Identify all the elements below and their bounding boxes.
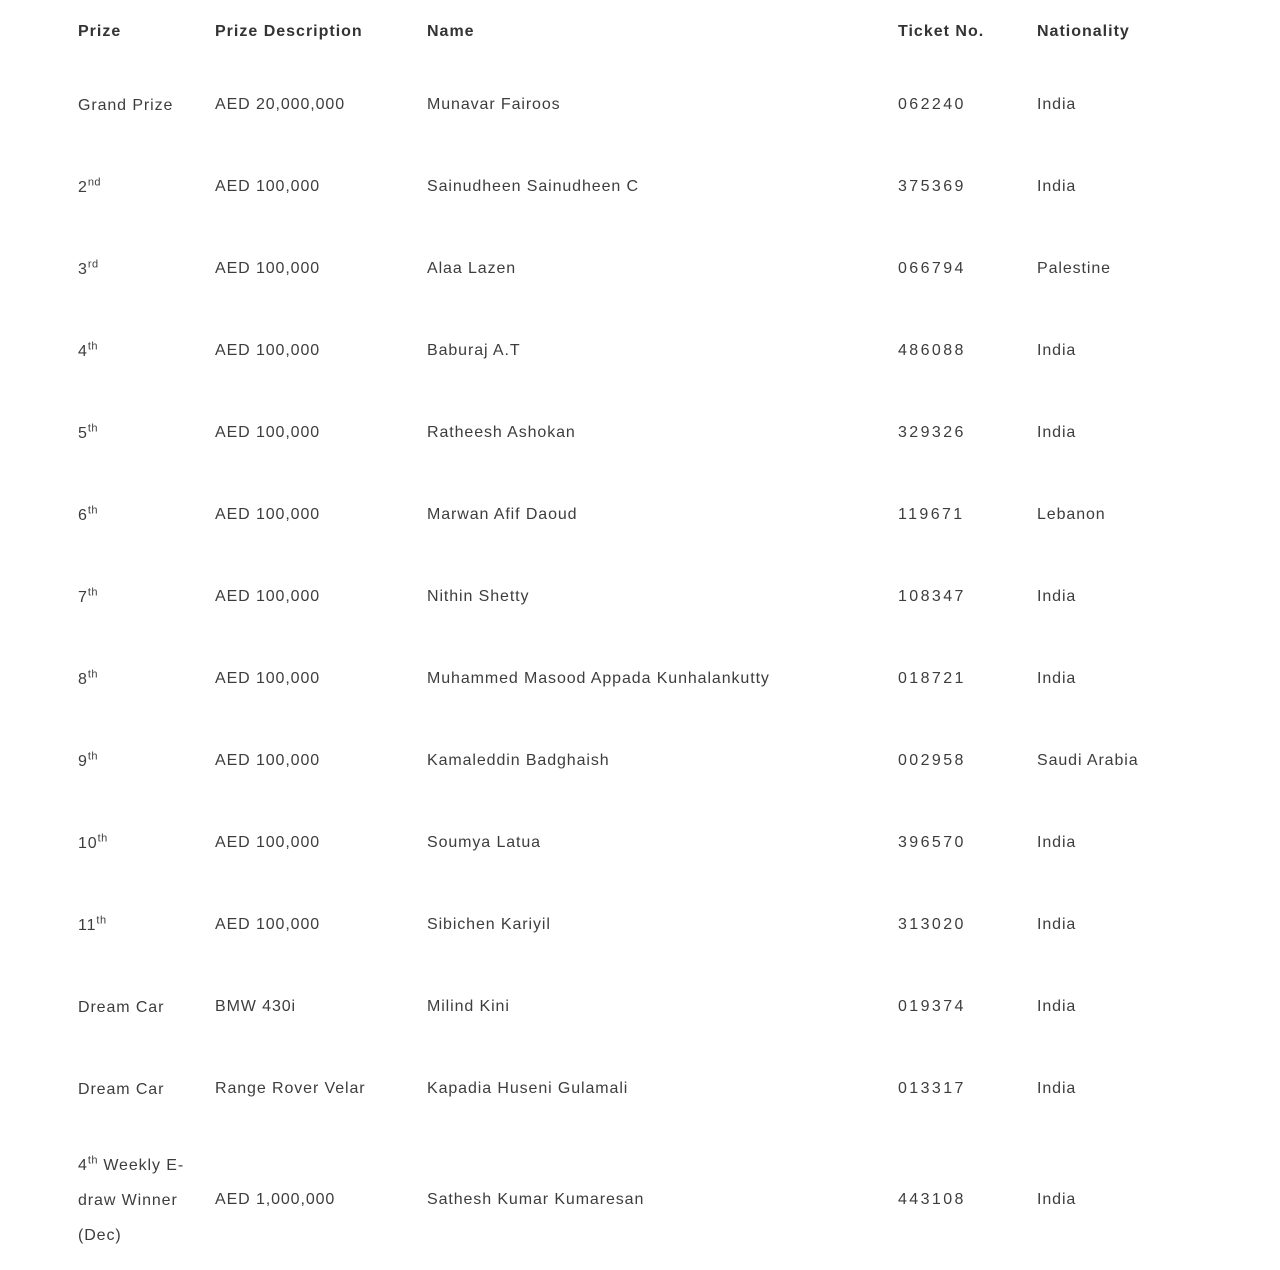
nationality-cell: India bbox=[1037, 424, 1077, 442]
prize-label bbox=[78, 826, 108, 861]
prize-ordinal-suffix: th bbox=[87, 340, 98, 353]
nationality-cell: India bbox=[1037, 178, 1077, 196]
nationality-cell: India bbox=[1037, 670, 1077, 688]
table-row bbox=[78, 392, 1208, 474]
table-row bbox=[78, 802, 1208, 884]
table-row bbox=[78, 474, 1208, 556]
prize-cell bbox=[78, 556, 215, 638]
col-header-ticket-no: Ticket No. bbox=[898, 23, 985, 41]
prize-description-cell: AED 100,000 bbox=[215, 260, 321, 278]
prize-base: 3 bbox=[78, 260, 88, 278]
prize-label bbox=[78, 334, 98, 369]
name-cell: Alaa Lazen bbox=[427, 260, 517, 278]
prize-ordinal-suffix: th bbox=[87, 1154, 98, 1167]
name-cell: Baburaj A.T bbox=[427, 342, 521, 360]
ticket-no-cell: 019374 bbox=[898, 998, 966, 1016]
prize-cell bbox=[78, 228, 215, 310]
nationality-cell: India bbox=[1037, 1080, 1077, 1098]
prize-base: 6 bbox=[78, 506, 88, 524]
prize-base: 9 bbox=[78, 752, 88, 770]
table-header-row bbox=[78, 0, 1208, 64]
name-cell: Muhammed Masood Appada Kunhalankutty bbox=[427, 670, 770, 688]
ticket-no-cell: 486088 bbox=[898, 342, 966, 360]
ticket-no-cell: 066794 bbox=[898, 260, 966, 278]
prize-cell bbox=[78, 1130, 215, 1270]
name-cell: Kapadia Huseni Gulamali bbox=[427, 1080, 629, 1098]
ticket-no-cell: 002958 bbox=[898, 752, 966, 770]
prize-base: Dream Car bbox=[78, 1080, 165, 1098]
nationality-cell: India bbox=[1037, 588, 1077, 606]
prize-ordinal-suffix: th bbox=[87, 422, 98, 435]
table-row bbox=[78, 310, 1208, 392]
prize-description-cell: AED 100,000 bbox=[215, 670, 321, 688]
prize-ordinal-suffix: th bbox=[87, 750, 98, 763]
prize-label bbox=[78, 744, 98, 779]
prize-label bbox=[78, 908, 107, 943]
table-row bbox=[78, 228, 1208, 310]
table-row bbox=[78, 720, 1208, 802]
prize-description-cell: AED 100,000 bbox=[215, 752, 321, 770]
prize-base: 2 bbox=[78, 178, 88, 196]
nationality-cell: Lebanon bbox=[1037, 506, 1106, 524]
ticket-no-cell: 443108 bbox=[898, 1191, 966, 1209]
col-header-prize: Prize bbox=[78, 23, 122, 41]
prize-cell bbox=[78, 966, 215, 1048]
winners-table bbox=[78, 0, 1208, 1270]
prize-ordinal-suffix: th bbox=[87, 504, 98, 517]
prize-ordinal-suffix: th bbox=[96, 914, 107, 927]
prize-base: Grand Prize bbox=[78, 96, 174, 114]
table-row bbox=[78, 556, 1208, 638]
ticket-no-cell: 313020 bbox=[898, 916, 966, 934]
col-header-nationality: Nationality bbox=[1037, 23, 1130, 41]
table-row bbox=[78, 638, 1208, 720]
prize-label bbox=[78, 498, 98, 533]
name-cell: Marwan Afif Daoud bbox=[427, 506, 578, 524]
name-cell: Sathesh Kumar Kumaresan bbox=[427, 1191, 645, 1209]
prize-base: 5 bbox=[78, 424, 88, 442]
prize-base: 11 bbox=[78, 916, 97, 934]
prize-label bbox=[78, 1072, 164, 1107]
prize-cell bbox=[78, 64, 215, 146]
prize-description-cell: AED 1,000,000 bbox=[215, 1191, 336, 1209]
nationality-cell: Palestine bbox=[1037, 260, 1111, 278]
prize-description-cell: BMW 430i bbox=[215, 998, 296, 1016]
name-cell: Kamaleddin Badghaish bbox=[427, 752, 610, 770]
ticket-no-cell: 329326 bbox=[898, 424, 966, 442]
ticket-no-cell: 396570 bbox=[898, 834, 966, 852]
prize-cell bbox=[78, 310, 215, 392]
ticket-no-cell: 062240 bbox=[898, 96, 966, 114]
prize-label bbox=[78, 662, 98, 697]
nationality-cell: India bbox=[1037, 342, 1077, 360]
prize-cell bbox=[78, 638, 215, 720]
name-cell: Ratheesh Ashokan bbox=[427, 424, 576, 442]
col-header-prize-description: Prize Description bbox=[215, 23, 363, 41]
name-cell: Soumya Latua bbox=[427, 834, 541, 852]
prize-ordinal-suffix: th bbox=[87, 586, 98, 599]
table-row bbox=[78, 64, 1208, 146]
table-row bbox=[78, 966, 1208, 1048]
prize-base: 10 bbox=[78, 834, 98, 852]
nationality-cell: India bbox=[1037, 96, 1077, 114]
prize-description-cell: AED 20,000,000 bbox=[215, 96, 346, 114]
prize-base: 4 bbox=[78, 342, 88, 360]
prize-label bbox=[78, 580, 98, 615]
prize-description-cell: Range Rover Velar bbox=[215, 1080, 366, 1098]
name-cell: Milind Kini bbox=[427, 998, 510, 1016]
prize-cell bbox=[78, 1048, 215, 1130]
prize-cell bbox=[78, 802, 215, 884]
prize-base: 4 bbox=[78, 1156, 88, 1174]
prize-label bbox=[78, 88, 173, 123]
table-row bbox=[78, 884, 1208, 966]
name-cell: Nithin Shetty bbox=[427, 588, 530, 606]
prize-description-cell: AED 100,000 bbox=[215, 506, 321, 524]
table-row bbox=[78, 146, 1208, 228]
ticket-no-cell: 119671 bbox=[898, 506, 965, 524]
prize-label bbox=[78, 170, 101, 205]
prize-base: Dream Car bbox=[78, 998, 165, 1016]
prize-cell bbox=[78, 884, 215, 966]
name-cell: Sibichen Kariyil bbox=[427, 916, 551, 934]
prize-label bbox=[78, 990, 164, 1025]
ticket-no-cell: 013317 bbox=[898, 1080, 966, 1098]
prize-cell bbox=[78, 474, 215, 556]
nationality-cell: Saudi Arabia bbox=[1037, 752, 1139, 770]
prize-description-cell: AED 100,000 bbox=[215, 588, 321, 606]
prize-description-cell: AED 100,000 bbox=[215, 834, 321, 852]
nationality-cell: India bbox=[1037, 916, 1077, 934]
prize-description-cell: AED 100,000 bbox=[215, 342, 321, 360]
nationality-cell: India bbox=[1037, 998, 1077, 1016]
prize-ordinal-suffix: th bbox=[87, 668, 98, 681]
ticket-no-cell: 108347 bbox=[898, 588, 966, 606]
ticket-no-cell: 018721 bbox=[898, 670, 966, 688]
table-row bbox=[78, 1048, 1208, 1130]
prize-ordinal-suffix: rd bbox=[87, 258, 99, 271]
prize-label bbox=[78, 1148, 200, 1253]
prize-description-cell: AED 100,000 bbox=[215, 424, 321, 442]
prize-base: 7 bbox=[78, 588, 88, 606]
col-header-name: Name bbox=[427, 23, 475, 41]
prize-ordinal-suffix: th bbox=[97, 832, 108, 845]
table-row bbox=[78, 1130, 1208, 1270]
prize-description-cell: AED 100,000 bbox=[215, 178, 321, 196]
prize-label bbox=[78, 416, 98, 451]
prize-rest: Weekly E-draw Winner (Dec) bbox=[78, 1156, 185, 1244]
prize-description-cell: AED 100,000 bbox=[215, 916, 321, 934]
nationality-cell: India bbox=[1037, 1191, 1077, 1209]
prize-label bbox=[78, 252, 99, 287]
nationality-cell: India bbox=[1037, 834, 1077, 852]
name-cell: Sainudheen Sainudheen C bbox=[427, 178, 639, 196]
prize-ordinal-suffix: nd bbox=[87, 176, 102, 189]
prize-cell bbox=[78, 720, 215, 802]
prize-cell bbox=[78, 392, 215, 474]
name-cell: Munavar Fairoos bbox=[427, 96, 561, 114]
ticket-no-cell: 375369 bbox=[898, 178, 966, 196]
prize-base: 8 bbox=[78, 670, 88, 688]
prize-cell bbox=[78, 146, 215, 228]
